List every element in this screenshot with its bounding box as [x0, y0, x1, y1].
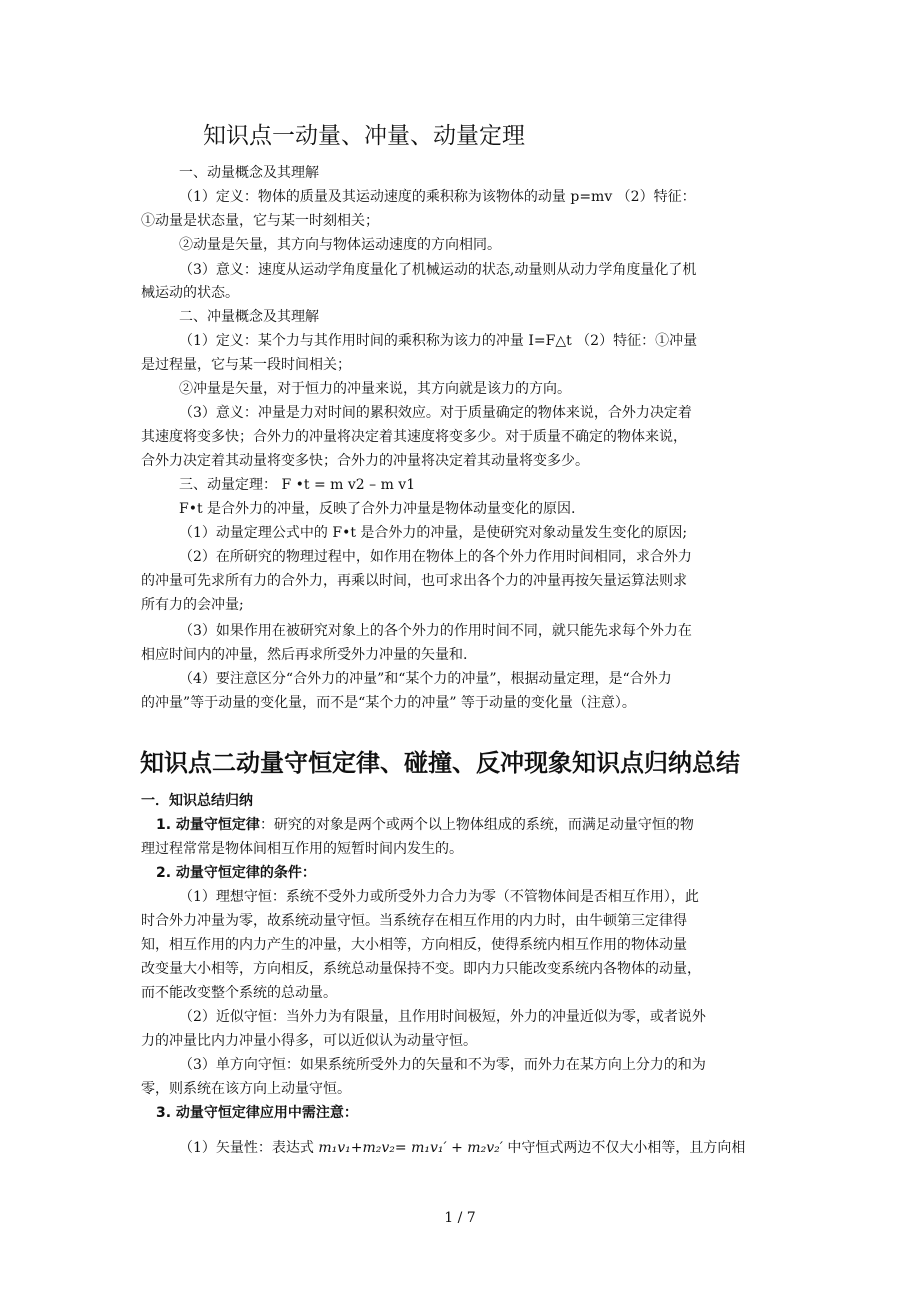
- s2-line: （1）理想守恒：系统不受外力或所受外力合力为零（不管物体间是否相互作用），此: [179, 889, 699, 905]
- s2-line: 零，则系统在该方向上动量守恒。: [141, 1081, 351, 1097]
- s1-line: ②动量是矢量，其方向与物体运动速度的方向相同。: [179, 237, 501, 253]
- s1-line: （1）动量定理公式中的 F•t 是合外力的冲量，是使研究对象动量发生变化的原因;: [179, 525, 688, 541]
- section1-title: 知识点一动量、冲量、动量定理: [203, 123, 525, 149]
- s1-line: 其速度将变多快；合外力的冲量将决定着其速度将变多少。对于质量不确定的物体来说，: [141, 429, 687, 445]
- momentum-formula: m₁v₁+m₂v₂= m₁v₁′ + m₂v₂′: [318, 1140, 503, 1156]
- s2-line: 力的冲量比内力冲量小得多，可以近似认为动量守恒。: [141, 1033, 477, 1049]
- s2-line: 而不能改变整个系统的总动量。: [141, 985, 337, 1001]
- s2-item1-label: 1. 动量守恒定律: [156, 817, 260, 833]
- s2-line: 时合外力冲量为零，故系统动量守恒。当系统存在相互作用的内力时，由牛顿第三定律得: [141, 913, 687, 929]
- s1-line: （1）定义：物体的质量及其运动速度的乘积称为该物体的动量 p=mv （2）特征：: [179, 189, 696, 205]
- s2-item1-text: ：研究的对象是两个或两个以上物体组成的系统，而满足动量守恒的物: [259, 817, 694, 833]
- s2-line: （3）单方向守恒：如果系统所受外力的矢量和不为零，而外力在某方向上分力的和为: [179, 1057, 706, 1073]
- s1-line: 二、冲量概念及其理解: [179, 309, 319, 325]
- s1-line: （4）要注意区分“合外力的冲量”和“某个力的冲量”，根据动量定理，是“合外力: [179, 671, 672, 687]
- s1-line: （1）定义：某个力与其作用时间的乘积称为该力的冲量 I=F△t （2）特征：①冲量: [179, 333, 698, 349]
- s1-line: 是过程量，它与某一段时间相关；: [141, 357, 351, 373]
- s1-line: （3）意义：速度从运动学角度量化了机械运动的状态,动量则从动力学角度量化了机: [179, 262, 697, 278]
- s1-line: （3）意义：冲量是力对时间的累积效应。对于质量确定的物体来说，合外力决定着: [179, 405, 692, 421]
- s1-line: （3）如果作用在被研究对象上的各个外力的作用时间不同，就只能先求每个外力在: [179, 623, 692, 639]
- s2-line: （2）近似守恒：当外力为有限量，且作用时间极短，外力的冲量近似为零，或者说外: [179, 1009, 706, 1025]
- s2-line: 知，相互作用的内力产生的冲量，大小相等，方向相反，使得系统内相互作用的物体动量: [141, 937, 687, 953]
- s2-heading: 一．知识总结归纳: [141, 793, 253, 809]
- s1-line: 合外力决定着其动量将变多快；合外力的冲量将决定着其动量将变多少。: [141, 453, 589, 469]
- s1-line: 相应时间内的冲量，然后再求所受外力冲量的矢量和.: [141, 647, 468, 663]
- s1-line: F•t 是合外力的冲量，反映了合外力冲量是物体动量变化的原因.: [179, 501, 576, 517]
- section2-title: 知识点二动量守恒定律、碰撞、反冲现象知识点归纳总结: [140, 749, 740, 777]
- s1-line: 一、动量概念及其理解: [179, 165, 319, 181]
- s1-line: 的冲量可先求所有力的合外力，再乘以时间，也可求出各个力的冲量再按矢量运算法则求: [141, 573, 687, 589]
- s2-last-prefix: （1）矢量性：表达式: [179, 1140, 319, 1156]
- s1-line: （2）在所研究的物理过程中，如作用在物体上的各个外力作用时间相同，求合外力: [179, 549, 692, 565]
- s2-item1: [156, 815, 694, 835]
- s2-item3-label: 3. 动量守恒定律应用中需注意：: [156, 1105, 358, 1121]
- s2-item2-label: 2. 动量守恒定律的条件：: [156, 865, 316, 881]
- s1-line: 所有力的会冲量;: [141, 597, 244, 613]
- s1-line: 三、动量定理： F •t = m v2 – m v1: [179, 477, 416, 493]
- page-number: 1 / 7: [444, 1210, 476, 1226]
- s1-line: 的冲量”等于动量的变化量，而不是“某个力的冲量” 等于动量的变化量（注意）。: [141, 695, 636, 711]
- s1-line: 械运动的状态。: [141, 285, 239, 301]
- s2-item1-cont: 理过程常常是物体间相互作用的短暂时间内发生的。: [141, 841, 463, 857]
- s2-line: 改变量大小相等，方向相反，系统总动量保持不变。即内力只能改变系统内各物体的动量，: [141, 961, 701, 977]
- s2-last-suffix: 中守恒式两边不仅大小相等，且方向相: [502, 1140, 746, 1156]
- s2-last-line: [179, 1138, 745, 1158]
- s1-line: ①动量是状态量，它与某一时刻相关；: [141, 213, 379, 229]
- s1-line: ②冲量是矢量，对于恒力的冲量来说，其方向就是该力的方向。: [179, 381, 571, 397]
